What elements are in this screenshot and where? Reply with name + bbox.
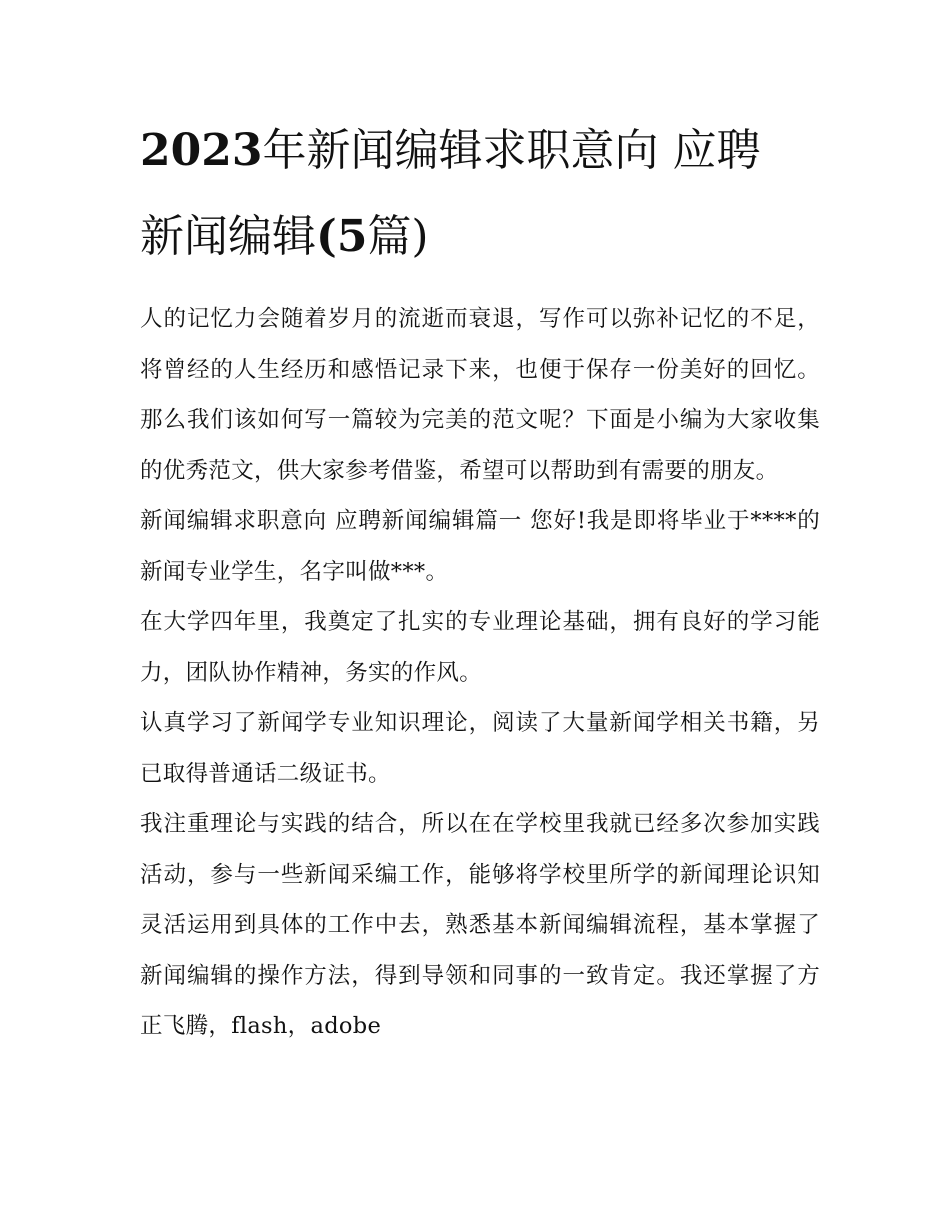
paragraph-study: 认真学习了新闻学专业知识理论，阅读了大量新闻学相关书籍，另已取得普通话二级证书。 <box>140 710 820 787</box>
paragraph-intro: 人的记忆力会随着岁月的流逝而衰退，写作可以弥补记忆的不足，将曾经的人生经历和感悟记录下来，也便于保存一份美好的回忆。那么我们该如何写一篇较为完美的范文呢？下面是小编为大家收集的优秀范文，供大家参考借鉴，希望可以帮助到有需要的朋友。 <box>140 306 820 484</box>
title-main: 年新闻编辑求职意向 应聘新闻编辑 <box>140 125 761 262</box>
title-count: (5 <box>316 211 368 262</box>
paragraph-university: 在大学四年里，我奠定了扎实的专业理论基础，拥有良好的学习能力，团队协作精神，务实的作风。 <box>140 609 820 686</box>
document-title <box>140 108 780 280</box>
document-page <box>140 108 820 1052</box>
title-unit: 篇) <box>367 211 429 262</box>
title-year: 2023 <box>140 125 263 176</box>
paragraph-greeting: 新闻编辑求职意向 应聘新闻编辑篇一 您好!我是即将毕业于****的新闻专业学生，名字叫做***。 <box>140 508 820 585</box>
paragraph-practice: 我注重理论与实践的结合，所以在在学校里我就已经多次参加实践活动，参与一些新闻采编工作，能够将学校里所学的新闻理论识知灵活运用到具体的工作中去，熟悉基本新闻编辑流程，基本掌握了新闻编辑的操作方法，得到导领和同事的一致肯定。我还掌握了方正飞腾，flash，adobe <box>140 811 820 1039</box>
